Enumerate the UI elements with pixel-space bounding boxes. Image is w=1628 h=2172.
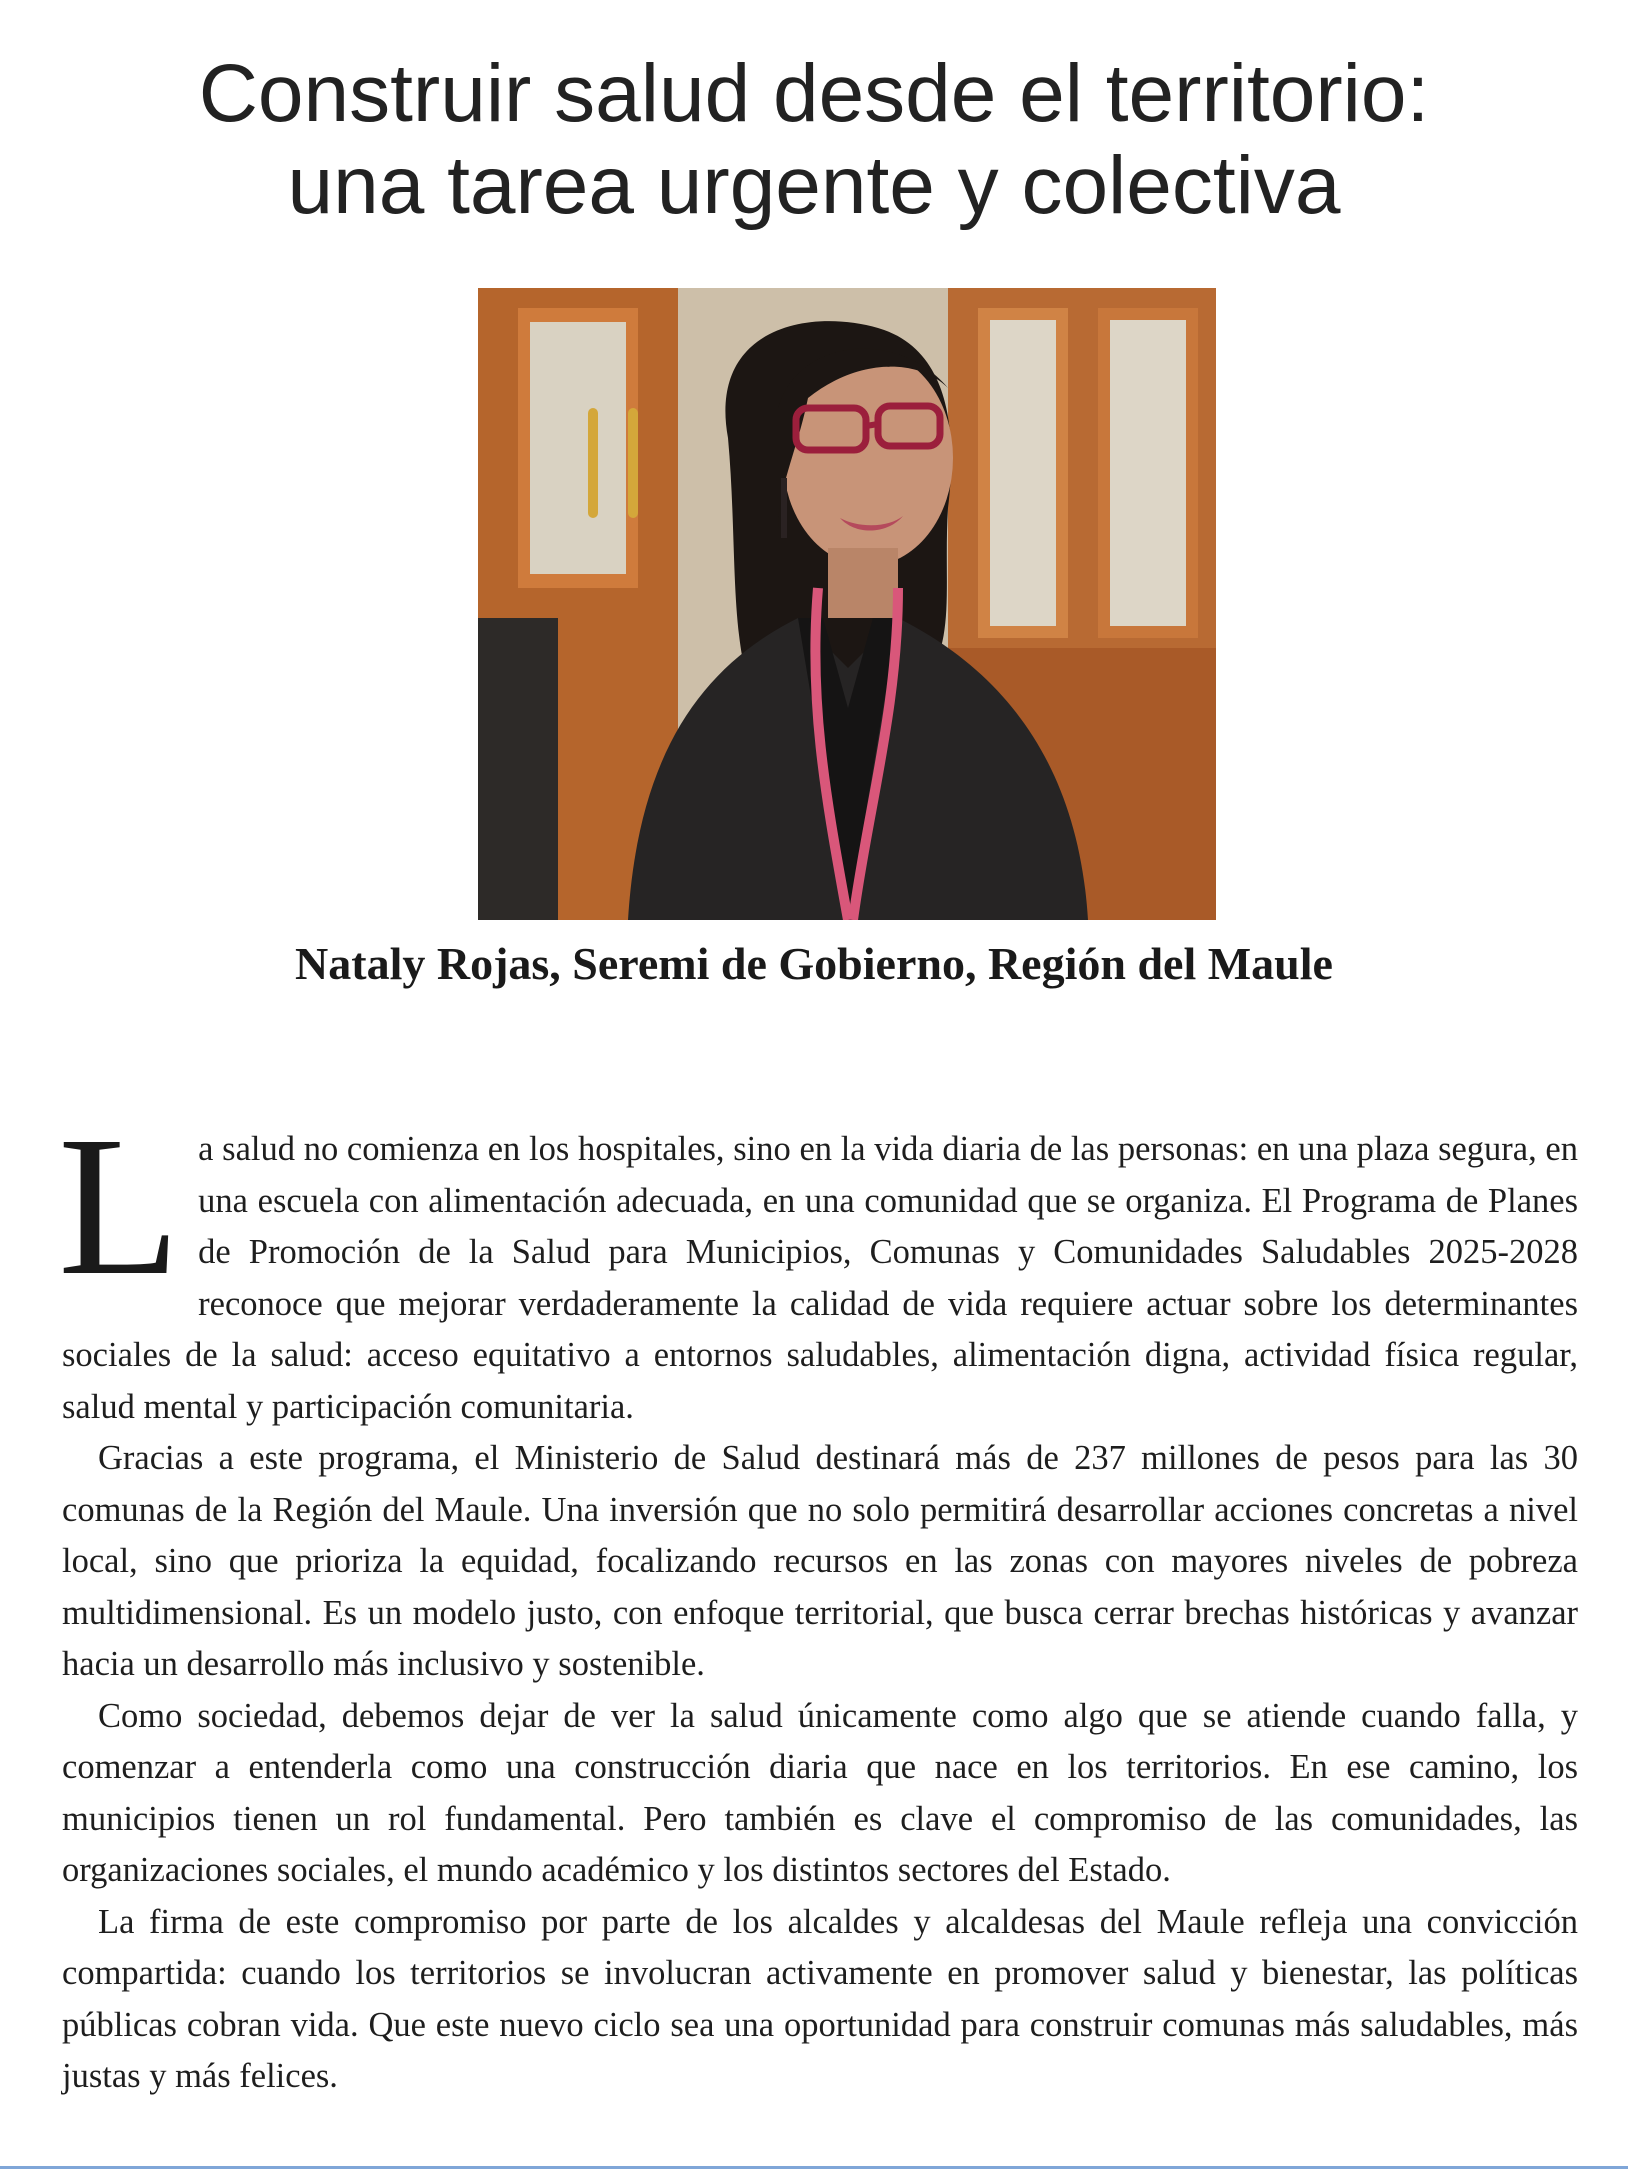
article-body: [58, 1096, 1578, 2103]
article-paragraph: Gracias a este programa, el Ministerio de Salud destinará más de 237 millones de pesos para las 30 comunas de la Región del Maule. Una inversión que no solo permitirá desarrollar acciones concretas a nivel local, sino que prioriza la equidad, focalizando recursos en las zonas con mayores niveles de pobreza multidimensional. Es un modelo justo, con enfoque territorial, que busca cerrar brechas históricas y avanzar hacia un desarrollo más inclusivo y sostenible.: [62, 1439, 1578, 1683]
bottom-divider: [0, 2166, 1628, 2169]
article-paragraph: Como sociedad, debemos dejar de ver la salud únicamente como algo que se atiende cuando falla, y comenzar a entenderla como una construcción diaria que nace en los territorios. En ese camino, los municipios tienen un rol fundamental. Pero también es clave el compromiso de las comunidades, las organizaciones sociales, el mundo académico y los distintos sectores del Estado.: [62, 1696, 1578, 1889]
headline-line-1: Construir salud desde el territorio:: [198, 48, 1430, 139]
paragraph-text: a salud no comienza en los hospitales, sino en la vida diaria de las personas: en una plaza segura, en una escuela con alimentación adecuada, en una comunidad que se organiza. El Programa de Planes de Promoción de la Salud para Municipios, Comunas y Comunidades Saludables 2025-2028 reconoce que mejorar verdaderamente la calidad de vida requiere actuar sobre los determinantes sociales de la salud: acceso equitativo a entornos saludables, alimentación digna, actividad física regular, salud mental y participación comunitaria.: [62, 1130, 1578, 1426]
drop-cap: L: [58, 1096, 181, 1317]
author-portrait: [478, 288, 1216, 920]
article-headline: [0, 48, 1628, 232]
author-byline: Nataly Rojas, Seremi de Gobierno, Región del Maule: [295, 938, 1333, 989]
portrait-illustration: [478, 288, 1216, 920]
article-paragraph: [58, 1096, 1578, 1433]
article-paragraph: La firma de este compromiso por parte de los alcaldes y alcaldesas del Maule refleja una convicción compartida: cuando los territorios se involucran activamente en promover salud y bienestar, las políticas públicas cobran vida. Que este nuevo ciclo sea una oportunidad para construir comunas más saludables, más justas y más felices.: [62, 1902, 1578, 2095]
headline-line-2: una tarea urgente y colectiva: [287, 140, 1341, 231]
